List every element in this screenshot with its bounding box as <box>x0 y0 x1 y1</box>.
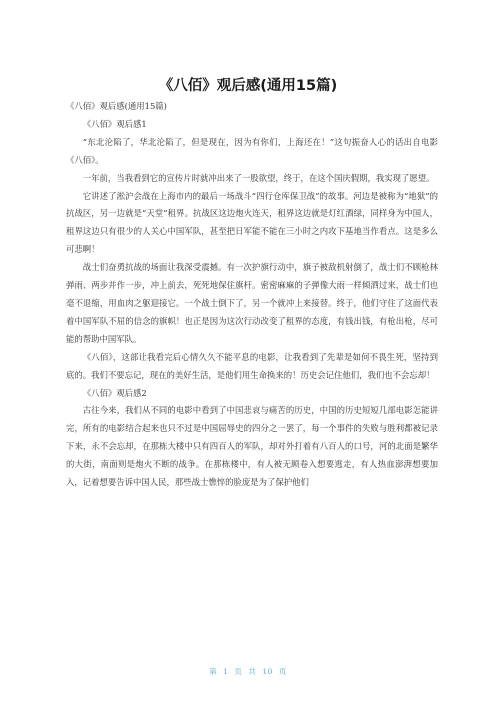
paragraph: 一年前，当我看到它的宣传片时就冲出来了一股欲望，终于，在这个国庆假期，我实现了愿望。 <box>82 172 435 183</box>
footer-page-label: 第 <box>209 667 218 676</box>
footer-total-number: 10 <box>262 667 273 676</box>
paragraph: 《八佰》，这部让我看完后心情久久不能平息的电影，让我看到了先辈是如何不畏生死，坚持到底的。我们不要忘记，现在的美好生活，是他们用生命换来的！历史会记住他们，我们也不会忘却！ <box>66 351 438 380</box>
footer-page-number: 1 <box>223 667 229 676</box>
paragraph: 《八佰》观后感2 <box>82 387 147 398</box>
paragraph: “东北沦陷了，华北沦陷了，但是现在，因为有你们，上海还在！”这句振奋人心的话出自电影《八佰》。 <box>66 136 438 165</box>
page-footer <box>0 666 496 677</box>
document-title: 《八佰》观后感(通用15篇) <box>158 78 338 94</box>
document-body <box>66 98 438 492</box>
paragraph: 它讲述了淞沪会战在上海市内的最后一场战斗“四行仓库保卫战”的故事。河边是被称为“地狱”的抗战区，另一边就是“天堂”租界。抗战区这边炮火连天，租界这边就是灯红酒绿，同样身为中国人，租界这边只有很少的人关心中国军队，甚至把日军能不能在三小时之内攻下基地当作看点。这是多么可悲啊！ <box>66 190 438 255</box>
paragraph: 《八佰》观后感(通用15篇) <box>66 101 167 111</box>
footer-total-label: 共 <box>248 667 257 676</box>
paragraph: 《八佰》观后感1 <box>82 118 147 129</box>
footer-page-unit: 页 <box>234 667 243 676</box>
paragraph: 古往今来，我们从不同的电影中看到了中国悲哀与痛苦的历史，中国的历史短短几部电影怎能讲完，所有的电影结合起来也只不过是中国屈辱史的四分之一罢了，每一个事件的失败与胜利都被记录下来，永不会忘却，在那栋大楼中只有四百人的军队，却对外打着有八百人的口号，河的北面是繁华的大街，南面则是炮火不断的战争。在那栋楼中，有人被无顾卷入想要逃走，有人热血澎湃想要加入，记着想要告诉中国人民，那些战士憔悴的脸庞是为了保护他们 <box>66 405 438 488</box>
paragraph: 战士们奋勇抗战的场面让我深受震撼。有一次护旗行动中，旗子被敌机射倒了，战士们不顾枪林弹雨、两步并作一步，冲上前去，死死地保住旗杆。密密麻麻的子弹像大雨一样倾洒过来，战士们也毫不退缩，用血肉之躯迎接它。一个战士倒下了，另一个就冲上来接替。终于，他们守住了这面代表着中国军队不屈的信念的旗帜！也正是因为这次行动改变了租界的态度，有钱出钱，有枪出枪，尽可能的帮助中国军队。 <box>66 262 438 344</box>
footer-total-unit: 页 <box>278 667 287 676</box>
